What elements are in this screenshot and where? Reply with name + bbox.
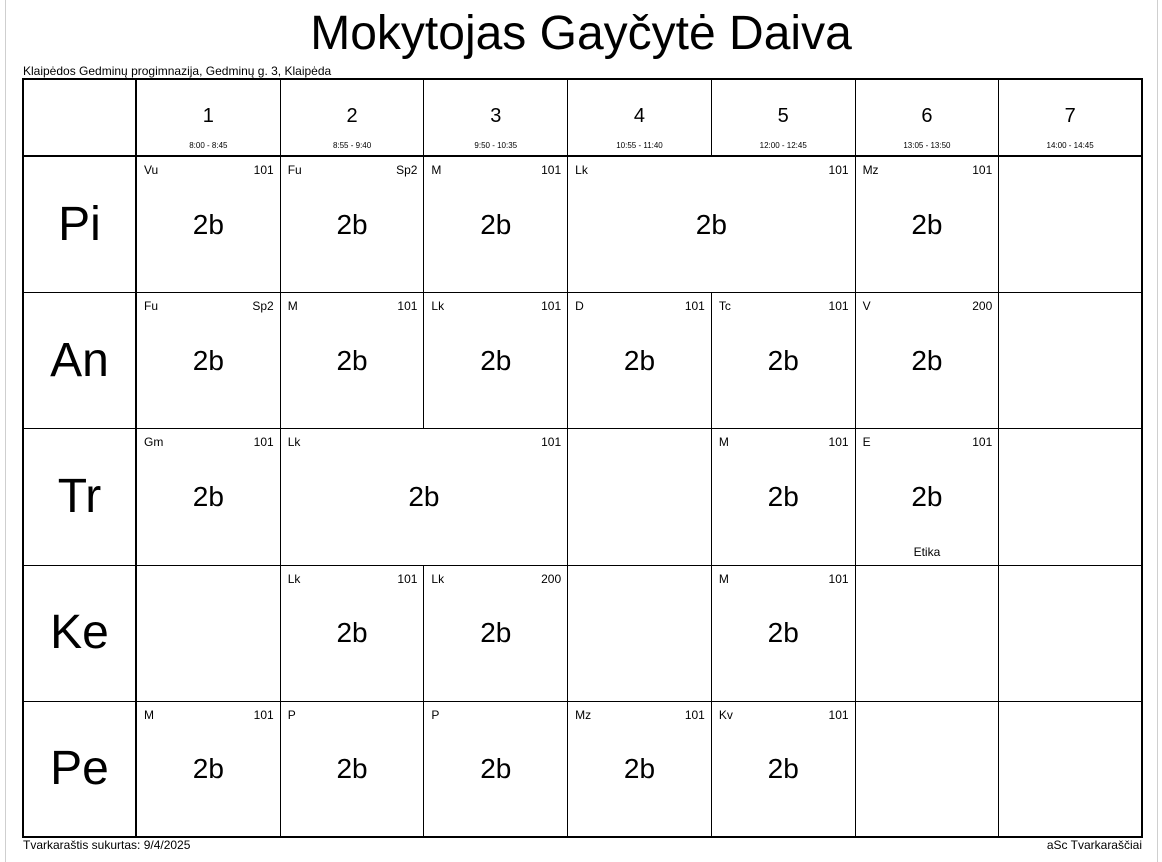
lesson-cell	[568, 157, 855, 293]
day-header-ke	[24, 566, 137, 702]
lesson-cell	[137, 157, 281, 293]
lesson-room: 101	[972, 163, 993, 177]
period-time: 10:55 - 11:40	[616, 141, 663, 150]
period-number: 4	[633, 105, 646, 127]
lesson-cell	[424, 157, 568, 293]
lesson-class: 2b	[336, 617, 368, 649]
lesson-cell	[856, 157, 1000, 293]
lesson-class: 2b	[192, 208, 224, 240]
lesson-room: 101	[397, 571, 418, 586]
lesson-cell	[281, 566, 425, 702]
lesson-subject: Lk	[575, 163, 588, 177]
period-time: 9:50 - 10:35	[474, 141, 518, 150]
lesson-class: 2b	[767, 480, 799, 512]
lesson-subject: Vu	[144, 163, 159, 177]
lesson-subject: V	[862, 299, 871, 314]
lesson-class: 2b	[911, 344, 943, 376]
lesson-class: 2b	[336, 344, 368, 376]
lesson-room: Sp2	[396, 163, 418, 177]
lesson-cell	[712, 429, 856, 565]
day-label: An	[50, 333, 109, 387]
lesson-class: 2b	[767, 344, 799, 376]
lesson-class: 2b	[911, 480, 943, 512]
day-label: Ke	[50, 606, 109, 660]
period-header-2	[281, 80, 425, 157]
lesson-cell	[281, 429, 568, 565]
lesson-class: 2b	[911, 208, 943, 240]
day-label: Pi	[58, 197, 101, 251]
period-time: 8:00 - 8:45	[189, 141, 228, 150]
lesson-room: 101	[253, 163, 274, 177]
created-date: Tvarkaraštis sukurtas: 9/4/2025	[23, 838, 191, 852]
lesson-class: 2b	[480, 617, 512, 649]
lesson-subject: Kv	[718, 707, 733, 722]
lesson-subject: D	[575, 299, 584, 314]
period-number: 3	[490, 105, 502, 127]
lesson-cell	[137, 293, 281, 429]
period-header-7	[999, 80, 1143, 157]
lesson-class: 2b	[336, 752, 368, 784]
empty-slot	[856, 566, 1000, 702]
lesson-class: 2b	[192, 344, 224, 376]
empty-slot	[568, 429, 712, 565]
lesson-cell	[137, 702, 281, 838]
corner-cell	[24, 80, 137, 157]
brand-label: aSc Tvarkaraščiai	[1046, 838, 1142, 852]
period-time: 8:55 - 9:40	[332, 141, 372, 150]
period-time: 12:00 - 12:45	[759, 141, 807, 150]
day-header-an	[24, 293, 137, 429]
lesson-room: 101	[397, 299, 418, 314]
empty-slot	[856, 702, 1000, 838]
lesson-subject: E	[862, 435, 871, 450]
lesson-subject: Lk	[431, 299, 445, 314]
period-header-1	[137, 80, 281, 157]
lesson-subject: Mz	[862, 163, 879, 177]
empty-slot	[999, 429, 1143, 565]
lesson-cell	[712, 566, 856, 702]
lesson-cell	[424, 293, 568, 429]
lesson-cell	[856, 293, 1000, 429]
empty-slot	[568, 566, 712, 702]
lesson-room: 101	[684, 299, 705, 314]
lesson-class: 2b	[480, 208, 512, 240]
lesson-cell	[712, 702, 856, 838]
lesson-subject: M	[718, 435, 729, 450]
period-header-3	[424, 80, 568, 157]
lesson-room: 101	[828, 707, 849, 722]
lesson-cell	[281, 702, 425, 838]
lesson-subject: Lk	[287, 571, 301, 586]
lesson-class: 2b	[623, 752, 656, 784]
page-title: Mokytojas Gayčytė Daiva	[310, 7, 852, 60]
lesson-subject: M	[287, 299, 298, 314]
lesson-class: 2b	[623, 344, 656, 376]
timetable-grid	[22, 78, 1143, 838]
lesson-room: 101	[253, 707, 274, 722]
lesson-subject: M	[431, 163, 442, 177]
period-number: 7	[1064, 105, 1076, 127]
lesson-cell	[424, 702, 568, 838]
lesson-class: 2b	[192, 752, 224, 784]
empty-slot	[999, 293, 1143, 429]
day-label: Tr	[57, 469, 102, 523]
lesson-room: 101	[541, 435, 562, 450]
lesson-subject: Lk	[431, 571, 445, 586]
school-address: Klaipėdos Gedminų progimnazija, Gedminų g. 3, Klaipėda	[23, 64, 332, 78]
lesson-class: 2b	[695, 208, 727, 240]
lesson-cell	[424, 566, 568, 702]
lesson-subject: Mz	[575, 707, 592, 722]
lesson-subject: M	[718, 571, 729, 586]
day-label: Pe	[50, 741, 109, 795]
lesson-room: 101	[541, 163, 562, 177]
lesson-subject: Lk	[287, 435, 301, 450]
lesson-subject: Tc	[718, 299, 731, 314]
lesson-room: 101	[828, 299, 849, 314]
lesson-note: Etika	[913, 544, 941, 559]
lesson-room: 200	[972, 299, 993, 314]
lesson-room: 101	[972, 435, 993, 450]
lesson-subject: Fu	[144, 299, 159, 314]
lesson-cell	[856, 429, 1000, 565]
lesson-cell	[568, 702, 712, 838]
lesson-room: 101	[684, 707, 705, 722]
lesson-cell	[281, 293, 425, 429]
lesson-class: 2b	[767, 752, 799, 784]
lesson-cell	[281, 157, 425, 293]
lesson-room: 101	[541, 299, 562, 314]
empty-slot	[999, 157, 1143, 293]
lesson-cell	[568, 293, 712, 429]
lesson-room: 200	[541, 571, 562, 586]
lesson-subject: M	[144, 707, 154, 722]
day-header-pe	[24, 702, 137, 838]
lesson-room: 101	[828, 163, 849, 177]
lesson-subject: Fu	[287, 163, 302, 177]
period-number: 2	[346, 105, 358, 127]
lesson-cell	[137, 429, 281, 565]
lesson-room: 101	[828, 435, 849, 450]
period-header-6	[856, 80, 1000, 157]
period-number: 1	[202, 105, 214, 127]
lesson-class: 2b	[408, 480, 440, 512]
period-time: 13:05 - 13:50	[903, 141, 951, 150]
period-header-5	[712, 80, 856, 157]
lesson-subject: Gm	[144, 435, 164, 450]
lesson-room: 101	[828, 571, 849, 586]
empty-slot	[137, 566, 281, 702]
empty-slot	[999, 566, 1143, 702]
day-header-pi	[24, 157, 137, 293]
lesson-subject: P	[431, 707, 440, 722]
period-time: 14:00 - 14:45	[1046, 141, 1094, 150]
period-number: 5	[777, 105, 789, 127]
lesson-room: Sp2	[252, 299, 274, 314]
lesson-class: 2b	[480, 344, 512, 376]
lesson-room: 101	[253, 435, 274, 450]
period-number: 6	[921, 105, 933, 127]
lesson-class: 2b	[336, 208, 368, 240]
period-header-4	[568, 80, 712, 157]
lesson-cell	[712, 293, 856, 429]
day-header-tr	[24, 429, 137, 565]
lesson-class: 2b	[480, 752, 512, 784]
lesson-subject: P	[287, 707, 296, 722]
lesson-class: 2b	[192, 480, 224, 512]
lesson-class: 2b	[767, 617, 799, 649]
empty-slot	[999, 702, 1143, 838]
